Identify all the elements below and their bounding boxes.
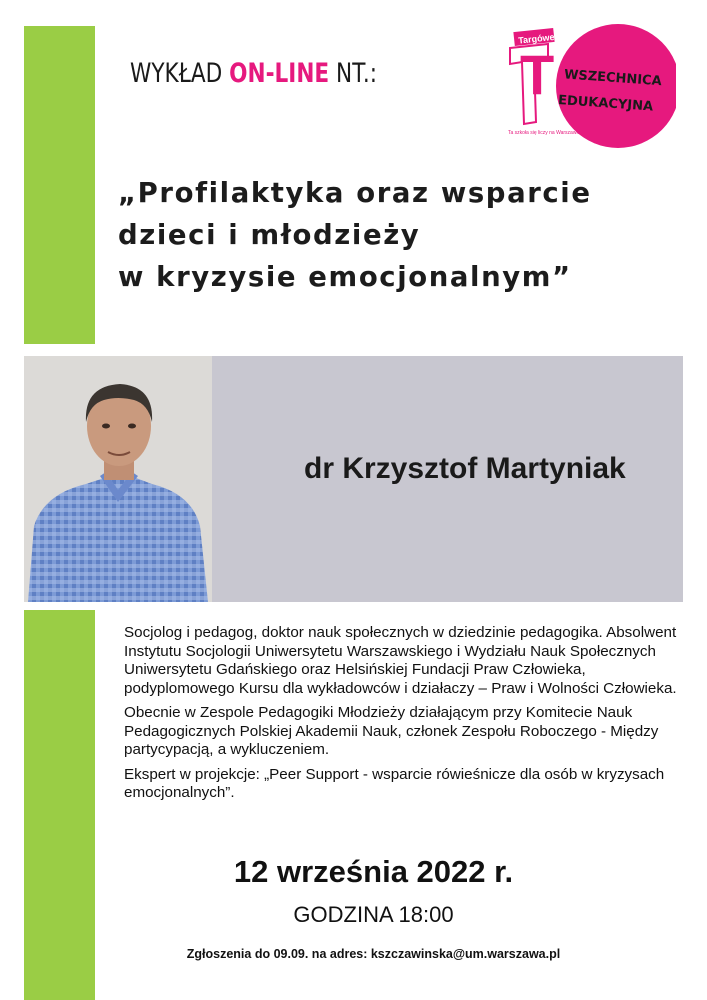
header-suffix: NT.: — [329, 58, 377, 89]
bio-paragraph: Socjolog i pedagog, doktor nauk społecznych w dziedzinie pedagogika. Absolwent Instytutu Socjologii Uniwersytetu Warszawskiego i Wydziału Nauk Społecznych Uniwersytetu Gdańskiego oraz Helsińskiej Fundacji Praw Człowieka, podyplomowego Kursu dla wykładowców i działaczy – Praw i Wolności Człowieka. — [124, 624, 677, 697]
logo-tag: Targówek — [517, 31, 560, 46]
green-accent-bar-bottom — [24, 610, 95, 1000]
lecture-title-line: dzieci i młodzieży — [118, 219, 421, 251]
header-prefix: WYKŁAD — [130, 58, 230, 89]
lecture-title — [118, 172, 592, 298]
lecture-title-line: „Profilaktyka oraz wsparcie — [118, 177, 592, 209]
logo-line1: WSZECHNICA — [563, 67, 663, 90]
lecture-title-line: w kryzysie emocjonalnym” — [118, 261, 572, 293]
wszechnica-edukacyjna-logo — [506, 22, 676, 150]
logo-big-letter: T — [520, 43, 555, 106]
speaker-bio — [124, 624, 694, 809]
bio-paragraph: Obecnie w Zespole Pedagogiki Młodzieży działającym przy Komitecie Nauk Pedagogicznych Polskiej Akademii Nauk, członek Zespołu Roboczego - Między partycypacją, a wykluczeniem. — [124, 704, 659, 758]
logo-motto: Ta szkoła się liczy na Warszawie — [508, 130, 581, 136]
registration-note: Zgłoszenia do 09.09. na adres: kszczawinska@um.warszawa.pl — [186, 947, 561, 961]
speaker-photo — [24, 356, 212, 602]
speaker-name: dr Krzysztof Martyniak — [304, 452, 626, 485]
event-date: 12 września 2022 r. — [233, 854, 514, 889]
green-accent-bar-top — [24, 26, 95, 344]
bio-paragraph: Ekspert w projekcje: „Peer Support - wsparcie rówieśnicze dla osób w kryzysach emocjonalnych”. — [124, 765, 665, 801]
logo-line2: EDUKACYJNA — [557, 92, 654, 115]
event-hour: GODZINA 18:00 — [293, 902, 454, 927]
lecture-header — [130, 58, 377, 89]
header-online: ON-LINE — [229, 58, 330, 89]
